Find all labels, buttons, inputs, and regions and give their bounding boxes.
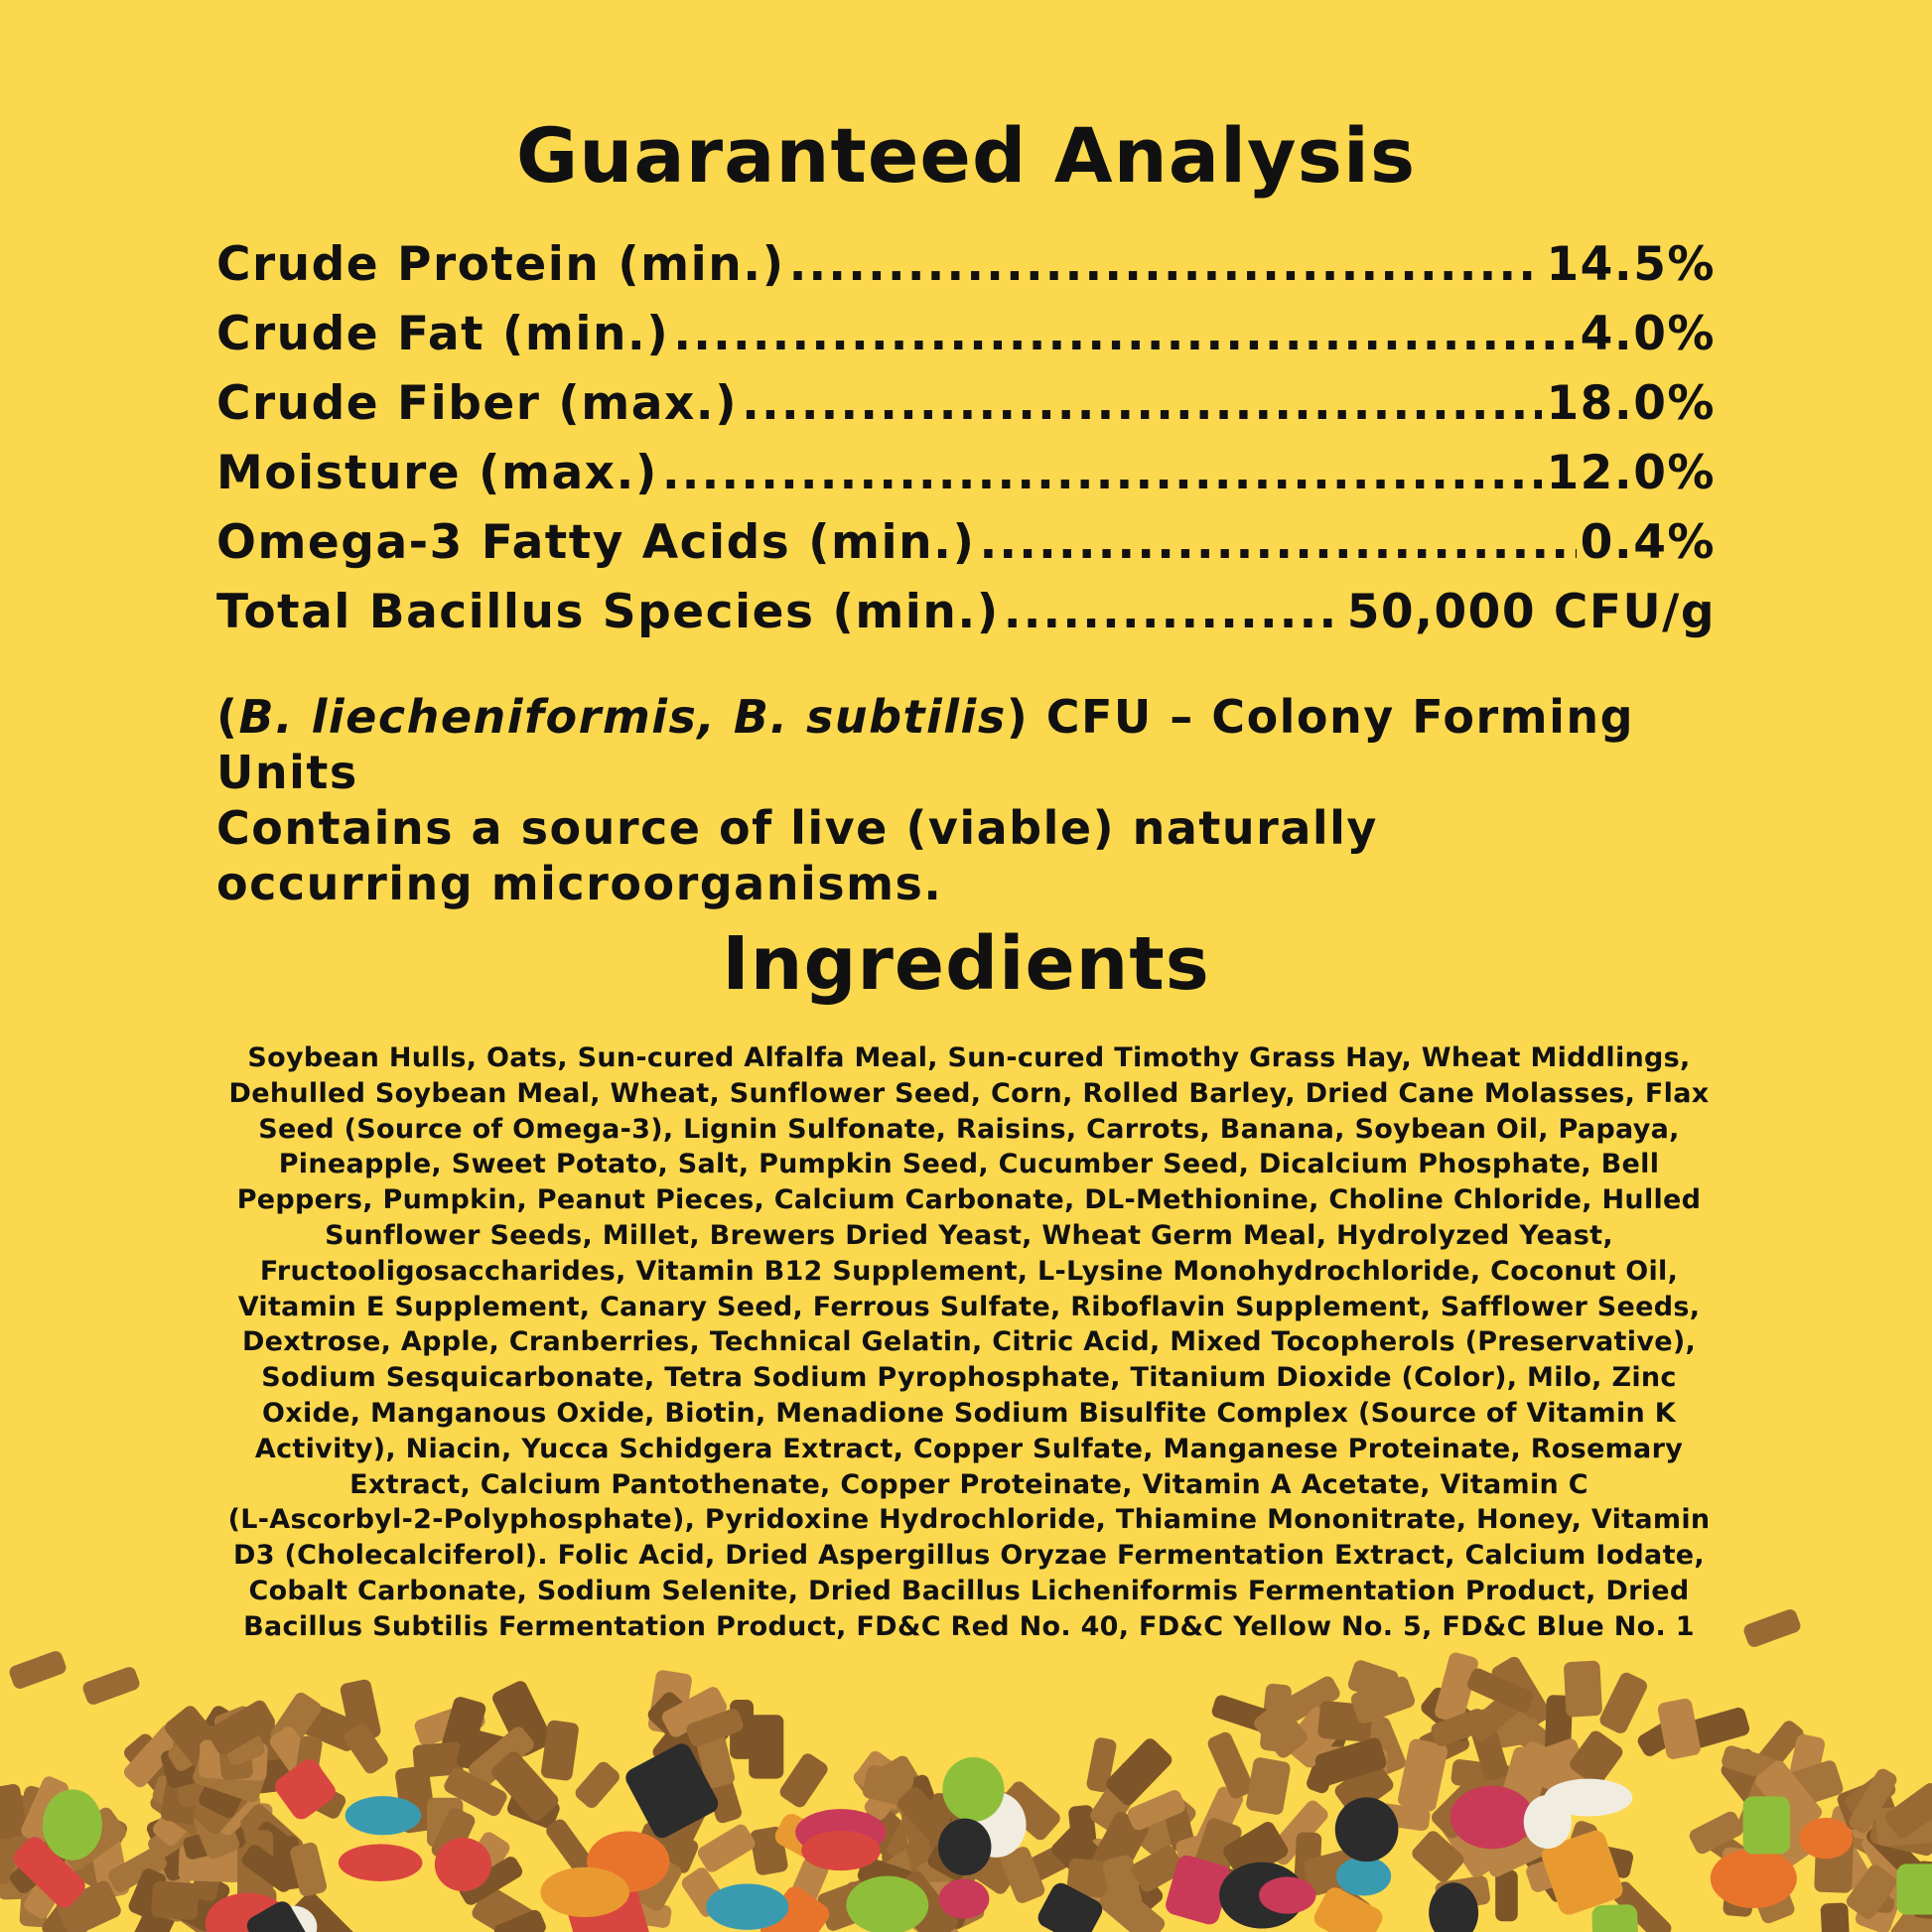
pellet	[1495, 1869, 1518, 1921]
analysis-label: Omega-3 Fatty Acids (min.)	[216, 515, 976, 570]
dot-leader	[1004, 578, 1343, 647]
ingredients-title: Ingredients	[722, 921, 1210, 1007]
ingredients-line: D3 (Cholecalciferol). Folic Acid, Dried Aspergillus Oryzae Fermentation Extract, Calcium Iodate,	[233, 1540, 1705, 1572]
ingredients-line: Seed (Source of Omega-3), Lignin Sulfonate, Raisins, Carrots, Banana, Soybean Oil, Papaya,	[258, 1113, 1680, 1145]
pellet	[81, 1665, 142, 1707]
cfu-definition: ) CFU – Colony Forming Units	[216, 690, 1635, 799]
ingredients-line: Extract, Calcium Pantothenate, Copper Proteinate, Vitamin A Acetate, Vitamin C	[349, 1468, 1588, 1500]
analysis-row	[216, 508, 1716, 578]
food-chunk	[1799, 1818, 1853, 1860]
pellet	[1597, 1670, 1649, 1735]
pellet	[1742, 1607, 1803, 1649]
guaranteed-analysis-title: Guaranteed Analysis	[515, 111, 1417, 200]
analysis-label: Crude Fiber (max.)	[216, 376, 739, 431]
food-mix-illustration	[0, 1549, 1932, 1932]
food-chunk	[1711, 1849, 1797, 1908]
pellet	[1564, 1660, 1602, 1717]
ingredients-line: Sunflower Seeds, Millet, Brewers Dried Yeast, Wheat Germ Meal, Hydrolyzed Yeast,	[325, 1219, 1613, 1251]
pellet	[573, 1759, 622, 1811]
notes-line-3: occurring microorganisms.	[216, 857, 943, 910]
pellet	[8, 1649, 69, 1691]
dot-leader	[662, 439, 1543, 508]
food-chunk	[1335, 1797, 1399, 1862]
food-chunk	[345, 1796, 422, 1835]
bacillus-species: B. liecheniformis, B. subtilis	[238, 690, 1007, 744]
dot-leader	[673, 300, 1576, 369]
analysis-label: Crude Fat (min.)	[216, 307, 670, 361]
pellet	[695, 1822, 758, 1874]
ingredients-line: Pineapple, Sweet Potato, Salt, Pumpkin Seed, Cucumber Seed, Dicalcium Phosphate, Bell	[278, 1149, 1660, 1180]
ingredients-line: Fructooligosaccharides, Vitamin B12 Supplement, L-Lysine Monohydrochloride, Coconut Oil,	[259, 1255, 1679, 1287]
pellet	[289, 1841, 329, 1897]
paren-open: (	[216, 690, 239, 744]
food-chunk	[939, 1879, 990, 1919]
food-chunk	[942, 1757, 1004, 1822]
analysis-row	[216, 369, 1716, 439]
ingredients-line: Peppers, Pumpkin, Peanut Pieces, Calcium Carbonate, DL-Methionine, Choline Chloride, Hulled	[236, 1184, 1702, 1216]
analysis-value: 4.0%	[1580, 307, 1716, 361]
food-chunk	[801, 1831, 881, 1870]
guaranteed-analysis-table	[216, 230, 1716, 647]
food-chunk	[435, 1838, 491, 1891]
ingredients-line: Cobalt Carbonate, Sodium Selenite, Dried Bacillus Licheniformis Fermentation Product, Dried	[248, 1575, 1690, 1606]
analysis-row	[216, 300, 1716, 369]
analysis-value: 14.5%	[1546, 237, 1716, 292]
ingredients-line: (L-Ascorbyl-2-Polyphosphate), Pyridoxine Hydrochloride, Thiamine Mononitrate, Honey, Vitamin	[227, 1504, 1711, 1536]
pellet-pieces	[0, 1607, 1932, 1932]
analysis-label: Moisture (max.)	[216, 446, 658, 500]
pellet	[1397, 1737, 1449, 1812]
food-chunk	[540, 1867, 629, 1917]
food-chunk	[1591, 1904, 1638, 1932]
food-chunk	[1259, 1876, 1315, 1913]
pellet	[1820, 1902, 1850, 1932]
ingredients-line: Dextrose, Apple, Cranberries, Technical Gelatin, Citric Acid, Mixed Tocopherols (Preservative),	[241, 1326, 1697, 1358]
food-chunk	[1524, 1795, 1572, 1849]
analysis-row	[216, 230, 1716, 300]
ingredients-line: Soybean Hulls, Oats, Sun-cured Alfalfa Meal, Sun-cured Timothy Grass Hay, Wheat Middlings,	[247, 1042, 1691, 1073]
ingredients-line: Dehulled Soybean Meal, Wheat, Sunflower Seed, Corn, Rolled Barley, Dried Cane Molasses, Flax	[228, 1077, 1710, 1109]
food-chunk	[1896, 1863, 1932, 1914]
analysis-label: Total Bacillus Species (min.)	[216, 585, 1000, 639]
dot-leader	[742, 369, 1542, 439]
notes-line-2: Contains a source of live (viable) naturally	[216, 801, 1378, 855]
food-chunk	[1743, 1796, 1790, 1854]
pellet	[749, 1715, 783, 1778]
food-chunk	[1450, 1786, 1534, 1849]
analysis-value: 50,000 CFU/g	[1346, 585, 1716, 639]
pellet	[1205, 1730, 1255, 1801]
notes-line-1	[216, 689, 1765, 800]
analysis-row	[216, 439, 1716, 508]
dot-leader	[979, 508, 1576, 578]
analysis-row	[216, 578, 1716, 647]
pellet	[777, 1751, 830, 1810]
ingredients-line: Bacillus Subtilis Fermentation Product, FD&C Red No. 40, FD&C Yellow No. 5, FD&C Blue No. 1	[243, 1610, 1695, 1642]
pellet	[1245, 1756, 1292, 1816]
analysis-label: Crude Protein (min.)	[216, 237, 785, 292]
food-chunk	[1336, 1857, 1391, 1895]
food-chunk	[43, 1789, 102, 1860]
food-chunk	[938, 1819, 991, 1875]
pellet	[151, 1880, 200, 1920]
pellet	[1657, 1698, 1702, 1760]
analysis-value: 18.0%	[1546, 376, 1716, 431]
ingredients-line: Activity), Niacin, Yucca Schidgera Extract, Copper Sulfate, Manganese Proteinate, Rosemary	[254, 1433, 1684, 1464]
ingredients-line: Vitamin E Supplement, Canary Seed, Ferrous Sulfate, Riboflavin Supplement, Safflower Seeds,	[237, 1291, 1701, 1322]
food-chunk	[339, 1844, 423, 1881]
food-chunk	[846, 1876, 928, 1932]
probiotic-notes	[216, 689, 1765, 911]
analysis-value: 0.4%	[1580, 515, 1716, 570]
dot-leader	[789, 230, 1543, 300]
analysis-value: 12.0%	[1546, 446, 1716, 500]
ingredients-line: Oxide, Manganous Oxide, Biotin, Menadione Sodium Bisulfite Complex (Source of Vitamin K	[262, 1397, 1676, 1429]
ingredients-line: Sodium Sesquicarbonate, Tetra Sodium Pyrophosphate, Titanium Dioxide (Color), Milo, Zinc	[261, 1362, 1677, 1394]
food-chunk	[706, 1883, 788, 1929]
